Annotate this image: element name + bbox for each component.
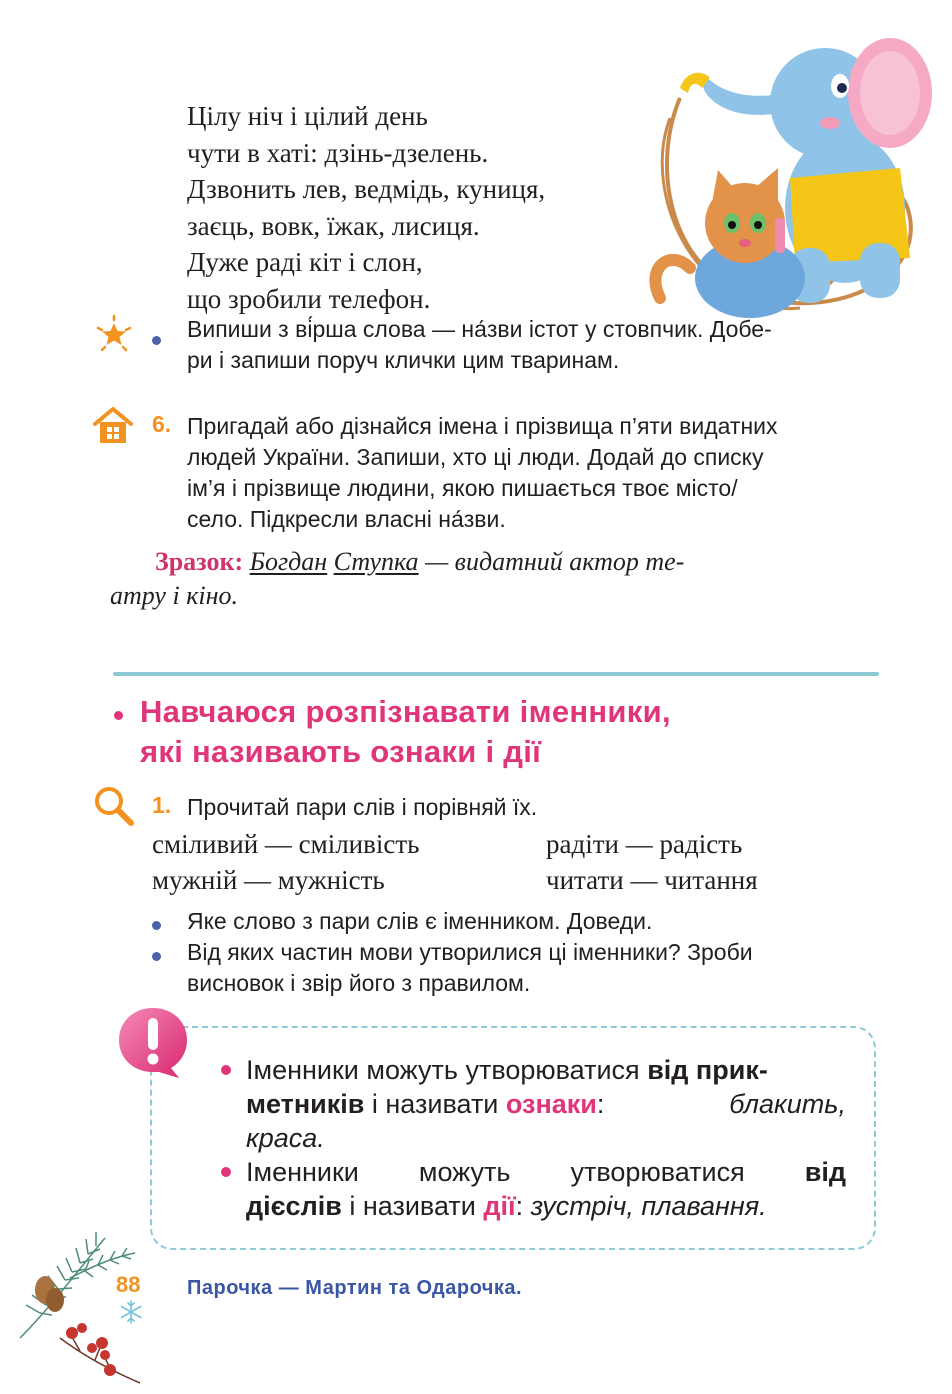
rule-text: Іменники можуть утворюватися [246,1055,648,1085]
rule-text: можуть [418,1157,511,1187]
bullet-dot [221,1065,231,1075]
task6-line: село. Підкресли власні на́зви. [187,506,506,532]
rule-item-1 [246,1053,846,1155]
task-number: 6. [152,411,172,437]
house-icon [92,405,134,445]
task6-line: людей України. Запиши, хто ці люди. Додай до списку [187,444,764,470]
sample-text: — видатний актор те- [418,547,685,576]
rule-example: зустріч, плавання. [530,1191,767,1221]
task1-text: Прочитай пари слів і порівняй їх. [187,794,538,820]
poem-line: Дуже раді кіт і слон, [187,247,423,277]
word-pair: радіти — радість [546,829,743,859]
bullet-dot [221,1167,231,1177]
rule-text-bold: від [804,1157,846,1187]
rule-example: краса. [246,1123,325,1153]
word-pairs-left [152,826,419,898]
sample-text-cont: атру і кіно. [110,581,238,610]
poem-line: заєць, вовк, їжак, лисиця. [187,210,480,241]
rule-example: блакить, [729,1089,846,1119]
task-star-text [187,314,887,376]
section-divider [113,672,879,676]
task1-bullet-line: Від яких частин мови утворилися ці іменники? Зроби [187,939,753,965]
rule-text: Іменники [246,1157,359,1187]
bullet-dot [152,921,161,930]
task6-text [187,411,887,535]
sample-label: Зразок: [155,547,244,576]
bullet-dot [152,336,161,345]
task1-bullet [187,937,887,999]
poem-line: Цілу ніч і цілий день [187,101,428,131]
rule-text: утворюватися [570,1157,745,1187]
poem [187,98,545,317]
page-number: 88 [116,1272,141,1297]
sample [110,545,880,613]
rule-text-bold: від прик- [647,1055,768,1085]
elephant-cat-illustration [640,18,940,328]
rule-item-2 [246,1155,846,1223]
exclamation-icon [115,1004,191,1080]
rule-highlight: дії [483,1191,516,1221]
section-heading [140,692,671,772]
heading-dot [114,711,123,720]
magnifier-icon [92,784,136,828]
word-pair: мужній — мужність [152,865,385,895]
task1-bullet: Яке слово з пари слів є іменником. Доведи. [187,908,653,934]
sample-name-first: Богдан [249,547,328,576]
word-pair: сміливий — сміливість [152,829,420,859]
task-number: 1. [152,792,172,818]
rule-text-bold: дієслів [246,1191,342,1221]
poem-line: що зробили телефон. [187,283,431,314]
poem-line: Дзвонить лев, ведмідь, куниця, [187,174,546,204]
rule-text: : [515,1191,531,1221]
word-pair: читати — читання [546,865,758,895]
rule-text: : [596,1089,612,1119]
task-star-line: ри і запиши поруч клички цим тваринам. [187,347,620,373]
rule-text-bold: метників [246,1089,365,1119]
star-icon [94,314,134,354]
rule-text: і називати [341,1191,484,1221]
bullet-dot [152,952,161,961]
section-heading-line: Навчаюся розпізнавати іменники, [140,694,671,729]
snowflake-icon [118,1299,144,1325]
section-heading-line: які називають ознаки і дії [140,734,542,769]
rule-text: і називати [364,1089,506,1119]
task6-line: Пригадай або дізнайся імена і прізвища п’яти видатних [187,413,778,439]
task-star-line: Випиши з ві́рша слова — на́зви істот у стовпчик. Добе- [187,316,772,342]
rule-highlight: ознаки [505,1089,597,1119]
footer-proverb: Парочка — Мартин та Одарочка. [187,1277,523,1299]
sample-name-last: Ступка [333,547,419,576]
task1-bullet-line: висновок і звір його з правилом. [187,970,531,996]
poem-line: чути в хаті: дзінь-дзелень. [187,137,489,168]
word-pairs-right [546,826,758,898]
task6-line: ім’я і прізвище людини, якою пишається твоє місто/ [187,475,738,501]
